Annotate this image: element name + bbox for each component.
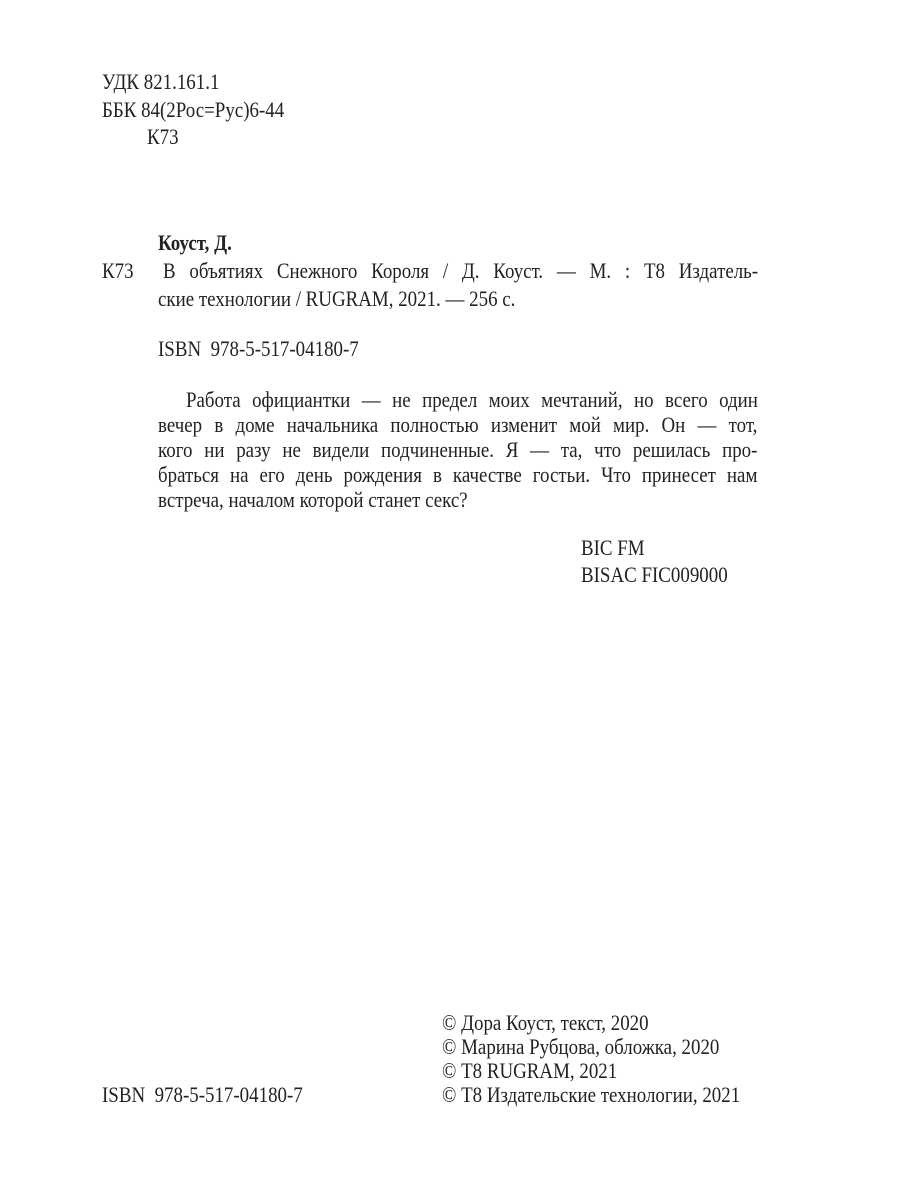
udk-code: УДК 821.161.1 (102, 69, 220, 94)
bbk-code: ББК 84(2Рос=Рус)6-44 (102, 97, 285, 122)
copyright-line: © Т8 RUGRAM, 2021 (442, 1058, 618, 1083)
record-author: Коуст, Д. (158, 230, 232, 255)
record-title-line: В объятиях Снежного Короля / Д. Коуст. — М. : Т8 Издатель- (163, 258, 759, 283)
bic-code: BIC FM (581, 535, 645, 560)
author-mark: К73 (147, 124, 179, 149)
record-title-line: ские технологии / RUGRAM, 2021. — 256 с. (158, 286, 516, 311)
copyright-line: © Т8 Издательские технологии, 2021 (442, 1082, 741, 1107)
bisac-code: BISAC FIC009000 (581, 562, 728, 587)
annotation-line: встреча, началом которой станет секс? (158, 487, 468, 512)
annotation-line: вечер в доме начальника полностью изменит мой мир. Он — тот, (158, 412, 758, 437)
copyright-line: © Марина Рубцова, обложка, 2020 (442, 1034, 720, 1059)
record-isbn: ISBN 978-5-517-04180-7 (158, 336, 359, 361)
annotation-line: кого ни разу не видели подчиненные. Я — та, что решилась про- (158, 437, 758, 462)
annotation-line: браться на его день рождения в качестве гостьи. Что принесет нам (158, 462, 758, 487)
annotation-line: Работа официантки — не предел моих мечтаний, но всего один (186, 387, 758, 412)
copyright-line: © Дора Коуст, текст, 2020 (442, 1010, 649, 1035)
footer-isbn: ISBN 978-5-517-04180-7 (102, 1082, 303, 1107)
record-author-mark: К73 (102, 258, 134, 283)
